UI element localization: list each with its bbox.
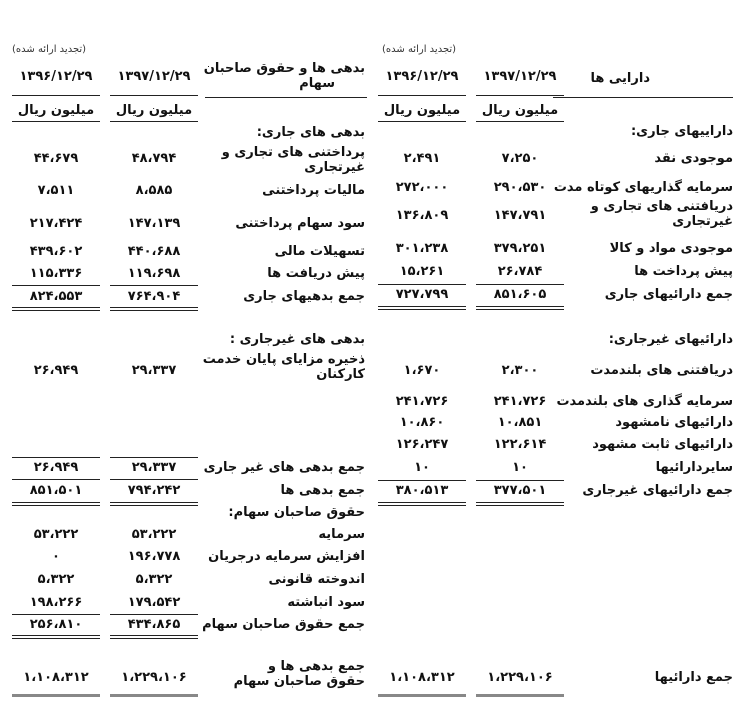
liab-row-current: ۸،۵۸۵ xyxy=(135,183,173,198)
subtotal-rule xyxy=(378,284,466,285)
unit-label: میلیون ریال xyxy=(115,103,193,118)
total-double-rule xyxy=(110,635,198,639)
current-assets-total-label: جمع دارائیهای جاری xyxy=(604,287,733,302)
liab-row-prior: ۲۶،۹۴۹ xyxy=(33,363,79,378)
header-rule xyxy=(553,97,733,98)
total-liabilities-current: ۷۹۴،۲۴۲ xyxy=(127,483,181,498)
subtotal-rule xyxy=(110,285,198,286)
total-double-rule xyxy=(476,306,564,310)
unit-rule xyxy=(378,121,466,122)
current-liabilities-total-current: ۷۶۴،۹۰۴ xyxy=(127,289,181,304)
unit-label: میلیون ریال xyxy=(383,103,461,118)
noncurrent-assets-heading: دارائیهای غیرجاری: xyxy=(608,332,733,347)
total-double-rule xyxy=(110,502,198,506)
header-rule xyxy=(378,95,466,96)
liab-row-prior: ۴۴،۶۷۹ xyxy=(33,151,79,166)
asset-row-prior: ۱۵،۲۶۱ xyxy=(399,264,445,279)
current-assets-total-prior: ۷۲۷،۷۹۹ xyxy=(395,287,449,302)
total-double-rule xyxy=(12,635,100,639)
grand-total-rule xyxy=(476,694,564,697)
asset-row-label: دارائیهای نامشهود xyxy=(615,415,733,430)
asset-prior-date: ۱۳۹۶/۱۲/۲۹ xyxy=(385,69,459,84)
equity-row-prior: ۵،۳۲۲ xyxy=(37,572,75,587)
unit-rule xyxy=(476,121,564,122)
grand-total-rule xyxy=(12,694,100,697)
liab-row-label: سود سهام پرداختنی xyxy=(235,216,365,231)
asset-row-prior: ۱،۶۷۰ xyxy=(403,363,441,378)
liab-current-date: ۱۳۹۷/۱۲/۲۹ xyxy=(117,69,191,84)
total-liab-equity-prior: ۱،۱۰۸،۳۱۲ xyxy=(23,670,89,685)
noncurrent-assets-total-label: جمع دارائیهای غیرجاری xyxy=(582,483,733,498)
equity-row-label: افزایش سرمایه درجریان xyxy=(208,549,365,564)
liab-row-current: ۱۱۹،۶۹۸ xyxy=(127,266,181,281)
asset-row-label: دریافتنی های تجاری و غیرتجاری xyxy=(590,199,733,229)
asset-row-current: ۱۰،۸۵۱ xyxy=(497,415,543,430)
equity-row-label: اندوخته قانونی xyxy=(268,572,365,587)
asset-row-label: پیش پرداخت ها xyxy=(634,264,733,279)
equity-row-current: ۱۹۶،۷۷۸ xyxy=(127,549,181,564)
liab-row-label: ذخیره مزایای پایان خدمت کارکنان xyxy=(202,352,365,382)
unit-label: میلیون ریال xyxy=(17,103,95,118)
liab-row-prior: ۲۱۷،۴۲۴ xyxy=(29,216,83,231)
asset-row-prior: ۲،۴۹۱ xyxy=(403,151,441,166)
unit-label: میلیون ریال xyxy=(481,103,559,118)
asset-row-prior: ۲۴۱،۷۲۶ xyxy=(395,394,449,409)
header-rule xyxy=(205,97,367,98)
equity-total-current: ۴۳۴،۸۶۵ xyxy=(127,617,181,632)
noncurrent-liabilities-heading: بدهی های غیرجاری : xyxy=(229,332,365,347)
asset-row-label: سایردارائیها xyxy=(655,460,733,475)
asset-row-prior: ۲۷۲،۰۰۰ xyxy=(395,180,449,195)
equity-row-current: ۵،۳۲۲ xyxy=(135,572,173,587)
asset-row-prior: ۱۲۶،۲۴۷ xyxy=(395,437,449,452)
current-liabilities-total-label: جمع بدهیهای جاری xyxy=(243,289,365,304)
asset-row-label: موجودی مواد و کالا xyxy=(609,241,733,256)
current-liabilities-total-prior: ۸۲۴،۵۵۳ xyxy=(29,289,83,304)
asset-row-current: ۲۴۱،۷۲۶ xyxy=(493,394,547,409)
subtotal-rule xyxy=(378,480,466,481)
unit-rule xyxy=(12,121,100,122)
total-assets-current: ۱،۲۲۹،۱۰۶ xyxy=(487,670,553,685)
equity-row-label: سود انباشته xyxy=(287,595,365,610)
restated-note-assets: (تجدید ارائه شده) xyxy=(382,44,457,55)
header-rule xyxy=(12,95,100,96)
asset-row-prior: ۱۳۶،۸۰۹ xyxy=(395,208,449,223)
asset-row-current: ۷،۲۵۰ xyxy=(501,151,539,166)
noncurrent-assets-total-prior: ۳۸۰،۵۱۳ xyxy=(395,483,449,498)
liab-row-label: پرداختنی های تجاری و غیرتجاری xyxy=(221,145,365,175)
asset-row-current: ۱۰ xyxy=(512,460,528,475)
total-assets-label: جمع دارائیها xyxy=(654,670,733,685)
liab-row-current: ۱۴۷،۱۳۹ xyxy=(127,216,181,231)
subtotal-rule xyxy=(110,457,198,458)
liab-row-label: تسهیلات مالی xyxy=(274,244,365,259)
asset-row-current: ۲۹۰،۵۳۰ xyxy=(493,180,547,195)
equity-row-current: ۵۳،۲۲۲ xyxy=(131,527,177,542)
current-assets-total-current: ۸۵۱،۶۰۵ xyxy=(493,287,547,302)
subtotal-rule xyxy=(12,457,100,458)
noncurrent-liabilities-total-current: ۲۹،۳۳۷ xyxy=(131,460,177,475)
asset-row-prior: ۱۰ xyxy=(414,460,430,475)
asset-row-label: دارائیهای ثابت مشهود xyxy=(592,437,733,452)
asset-row-current: ۲،۳۰۰ xyxy=(501,363,539,378)
liab-row-label: مالیات پرداختنی xyxy=(262,183,365,198)
asset-current-date: ۱۳۹۷/۱۲/۲۹ xyxy=(483,69,557,84)
equity-total-label: جمع حقوق صاحبان سهام xyxy=(202,617,365,632)
equity-total-prior: ۲۵۶،۸۱۰ xyxy=(29,617,83,632)
subtotal-rule xyxy=(110,614,198,615)
current-assets-heading: داراییهای جاری: xyxy=(630,124,733,139)
total-double-rule xyxy=(12,307,100,311)
subtotal-rule xyxy=(12,285,100,286)
asset-row-current: ۲۶،۷۸۴ xyxy=(497,264,543,279)
grand-total-rule xyxy=(378,694,466,697)
total-liab-equity-label: جمع بدهی ها و حقوق صاحبان سهام xyxy=(233,659,365,689)
liab-row-current: ۴۸،۷۹۴ xyxy=(131,151,177,166)
subtotal-rule xyxy=(476,480,564,481)
asset-row-label: سرمایه گذاری های بلندمدت xyxy=(556,394,733,409)
liab-row-current: ۲۹،۳۳۷ xyxy=(131,363,177,378)
total-assets-prior: ۱،۱۰۸،۳۱۲ xyxy=(389,670,455,685)
noncurrent-assets-total-current: ۳۷۷،۵۰۱ xyxy=(493,483,547,498)
asset-row-current: ۳۷۹،۲۵۱ xyxy=(493,241,547,256)
liab-row-prior: ۱۱۵،۳۳۶ xyxy=(29,266,83,281)
total-double-rule xyxy=(378,306,466,310)
total-double-rule xyxy=(476,502,564,506)
noncurrent-liabilities-total-label: جمع بدهی های غیر جاری xyxy=(203,460,365,475)
asset-row-prior: ۳۰۱،۲۳۸ xyxy=(395,241,449,256)
total-liab-equity-current: ۱،۲۲۹،۱۰۶ xyxy=(121,670,187,685)
liab-row-label: پیش دریافت ها xyxy=(267,266,365,281)
liab-row-prior: ۷،۵۱۱ xyxy=(37,183,75,198)
liab-row-current: ۴۴۰،۶۸۸ xyxy=(127,244,181,259)
assets-title: دارایی ها xyxy=(590,71,650,86)
total-liabilities-label: جمع بدهی ها xyxy=(280,483,365,498)
asset-row-label: سرمایه گذاریهای کوتاه مدت xyxy=(553,180,733,195)
header-rule xyxy=(110,95,198,96)
total-double-rule xyxy=(378,502,466,506)
grand-total-rule xyxy=(110,694,198,697)
equity-heading: حقوق صاحبان سهام: xyxy=(228,505,365,520)
noncurrent-liabilities-total-prior: ۲۶،۹۴۹ xyxy=(33,460,79,475)
asset-row-current: ۱۲۲،۶۱۴ xyxy=(493,437,547,452)
total-double-rule xyxy=(12,502,100,506)
unit-rule xyxy=(110,121,198,122)
liab-prior-date: ۱۳۹۶/۱۲/۲۹ xyxy=(19,69,93,84)
subtotal-rule xyxy=(12,614,100,615)
equity-row-prior: ۱۹۸،۲۶۶ xyxy=(29,595,83,610)
header-rule xyxy=(476,95,564,96)
asset-row-label: دریافتنی های بلندمدت xyxy=(590,363,733,378)
total-liabilities-prior: ۸۵۱،۵۰۱ xyxy=(29,483,83,498)
subtotal-rule xyxy=(110,479,198,480)
equity-row-prior: ۰ xyxy=(52,549,60,564)
asset-row-label: موجودی نقد xyxy=(654,151,733,166)
liabilities-title: بدهی ها و حقوق صاحبان سهام xyxy=(203,61,365,91)
asset-row-prior: ۱۰،۸۶۰ xyxy=(399,415,445,430)
equity-row-current: ۱۷۹،۵۴۲ xyxy=(127,595,181,610)
current-liabilities-heading: بدهی های جاری: xyxy=(256,125,365,140)
asset-row-current: ۱۴۷،۷۹۱ xyxy=(493,208,547,223)
equity-row-prior: ۵۳،۲۲۲ xyxy=(33,527,79,542)
subtotal-rule xyxy=(476,284,564,285)
restated-note-liabilities: (تجدید ارائه شده) xyxy=(12,44,87,55)
total-double-rule xyxy=(110,307,198,311)
equity-row-label: سرمایه xyxy=(318,527,365,542)
subtotal-rule xyxy=(12,479,100,480)
liab-row-prior: ۴۳۹،۶۰۲ xyxy=(29,244,83,259)
